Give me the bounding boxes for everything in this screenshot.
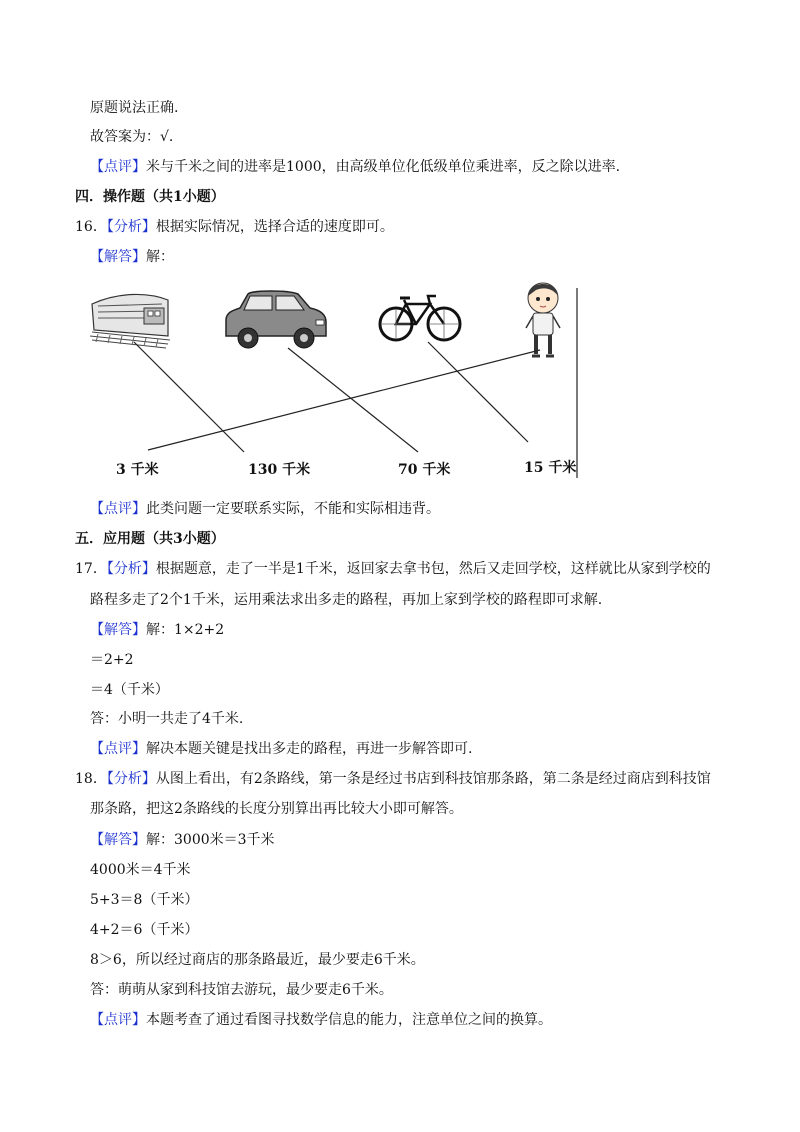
text-line: 故答案为：√. xyxy=(90,129,174,145)
boy-icon xyxy=(526,283,560,356)
question-18-analysis xyxy=(75,769,711,789)
question-number: 17． xyxy=(75,561,107,577)
match-line-car xyxy=(288,348,418,452)
analysis-text: 根据题意，走了一半是1千米，返回家去拿书包，然后又走回学校，这样就比从家到学校的 xyxy=(155,561,711,577)
comment-tag: 【点评】 xyxy=(90,159,146,175)
comment-tag: 【点评】 xyxy=(90,741,146,757)
train-icon xyxy=(90,294,170,348)
comment-text: 本题考查了通过看图寻找数学信息的能力，注意单位之间的换算。 xyxy=(146,1012,552,1028)
comment-line xyxy=(90,1010,552,1030)
answer-line: 答：小明一共走了4千米. xyxy=(90,711,244,727)
text-line: 原题说法正确. xyxy=(90,100,179,116)
analysis-text: 从图上看出，有2条路线，第一条是经过书店到科技馆那条路，第二条是经过商店到科技馆 xyxy=(155,771,711,787)
solution-text: 解：1×2+2 xyxy=(146,622,225,638)
comment-text: 解决本题关键是找出多走的路程，再进一步解答即可. xyxy=(146,741,473,757)
answer-line: 答：萌萌从家到科技馆去游玩，最少要走6千米。 xyxy=(90,982,393,998)
solution-text: 解：3000米＝3千米 xyxy=(146,832,275,848)
comment-text: 此类问题一定要联系实际，不能和实际相违背。 xyxy=(146,501,440,517)
question-16-solution xyxy=(90,247,174,267)
text-line: 路程多走了2个1千米，运用乘法求出多走的路程，再加上家到学校的路程即可求解. xyxy=(90,592,603,608)
match-line-train xyxy=(134,342,244,452)
text-line: 4+2＝6（千米） xyxy=(90,922,199,938)
question-number: 16． xyxy=(75,219,107,235)
speed-label: 70 千米 xyxy=(398,462,451,478)
text-line: 4000米＝4千米 xyxy=(90,862,191,878)
question-16-analysis xyxy=(75,217,394,237)
section-title: 五．应用题（共3小题） xyxy=(75,531,225,547)
text-line: ＝2+2 xyxy=(90,652,134,668)
solution-tag: 【解答】 xyxy=(90,622,146,638)
text-line: 8＞6，所以经过商店的那条路最近，最少要走6千米。 xyxy=(90,952,425,968)
comment-line xyxy=(90,157,620,177)
comment-tag: 【点评】 xyxy=(90,1012,146,1028)
matching-diagram xyxy=(88,282,588,482)
comment-tag: 【点评】 xyxy=(90,501,146,517)
analysis-tag: 【分析】 xyxy=(106,219,156,235)
speed-label: 15 千米 xyxy=(524,460,577,476)
question-17-analysis xyxy=(75,559,711,579)
bicycle-icon xyxy=(380,296,460,340)
speed-label: 130 千米 xyxy=(248,462,311,478)
comment-line xyxy=(90,499,440,519)
solution-text: 解： xyxy=(146,249,174,265)
speed-label: 3 千米 xyxy=(116,462,159,478)
question-18-solution xyxy=(90,830,275,850)
analysis-tag: 【分析】 xyxy=(106,771,156,787)
match-line-boy xyxy=(148,350,540,450)
analysis-text: 根据实际情况，选择合适的速度即可。 xyxy=(155,219,394,235)
comment-line xyxy=(90,739,472,759)
question-number: 18． xyxy=(75,771,107,787)
solution-tag: 【解答】 xyxy=(90,249,146,265)
comment-text: 米与千米之间的进率是1000，由高级单位化低级单位乘进率，反之除以进率. xyxy=(146,159,621,175)
solution-tag: 【解答】 xyxy=(90,832,146,848)
analysis-tag: 【分析】 xyxy=(106,561,156,577)
question-17-solution xyxy=(90,620,224,640)
text-line: ＝4（千米） xyxy=(90,682,169,698)
text-line: 那条路，把这2条路线的长度分别算出再比较大小即可解答。 xyxy=(90,801,463,817)
text-line: 5+3＝8（千米） xyxy=(90,892,199,908)
car-icon xyxy=(226,291,326,348)
section-title: 四．操作题（共1小题） xyxy=(75,189,225,205)
